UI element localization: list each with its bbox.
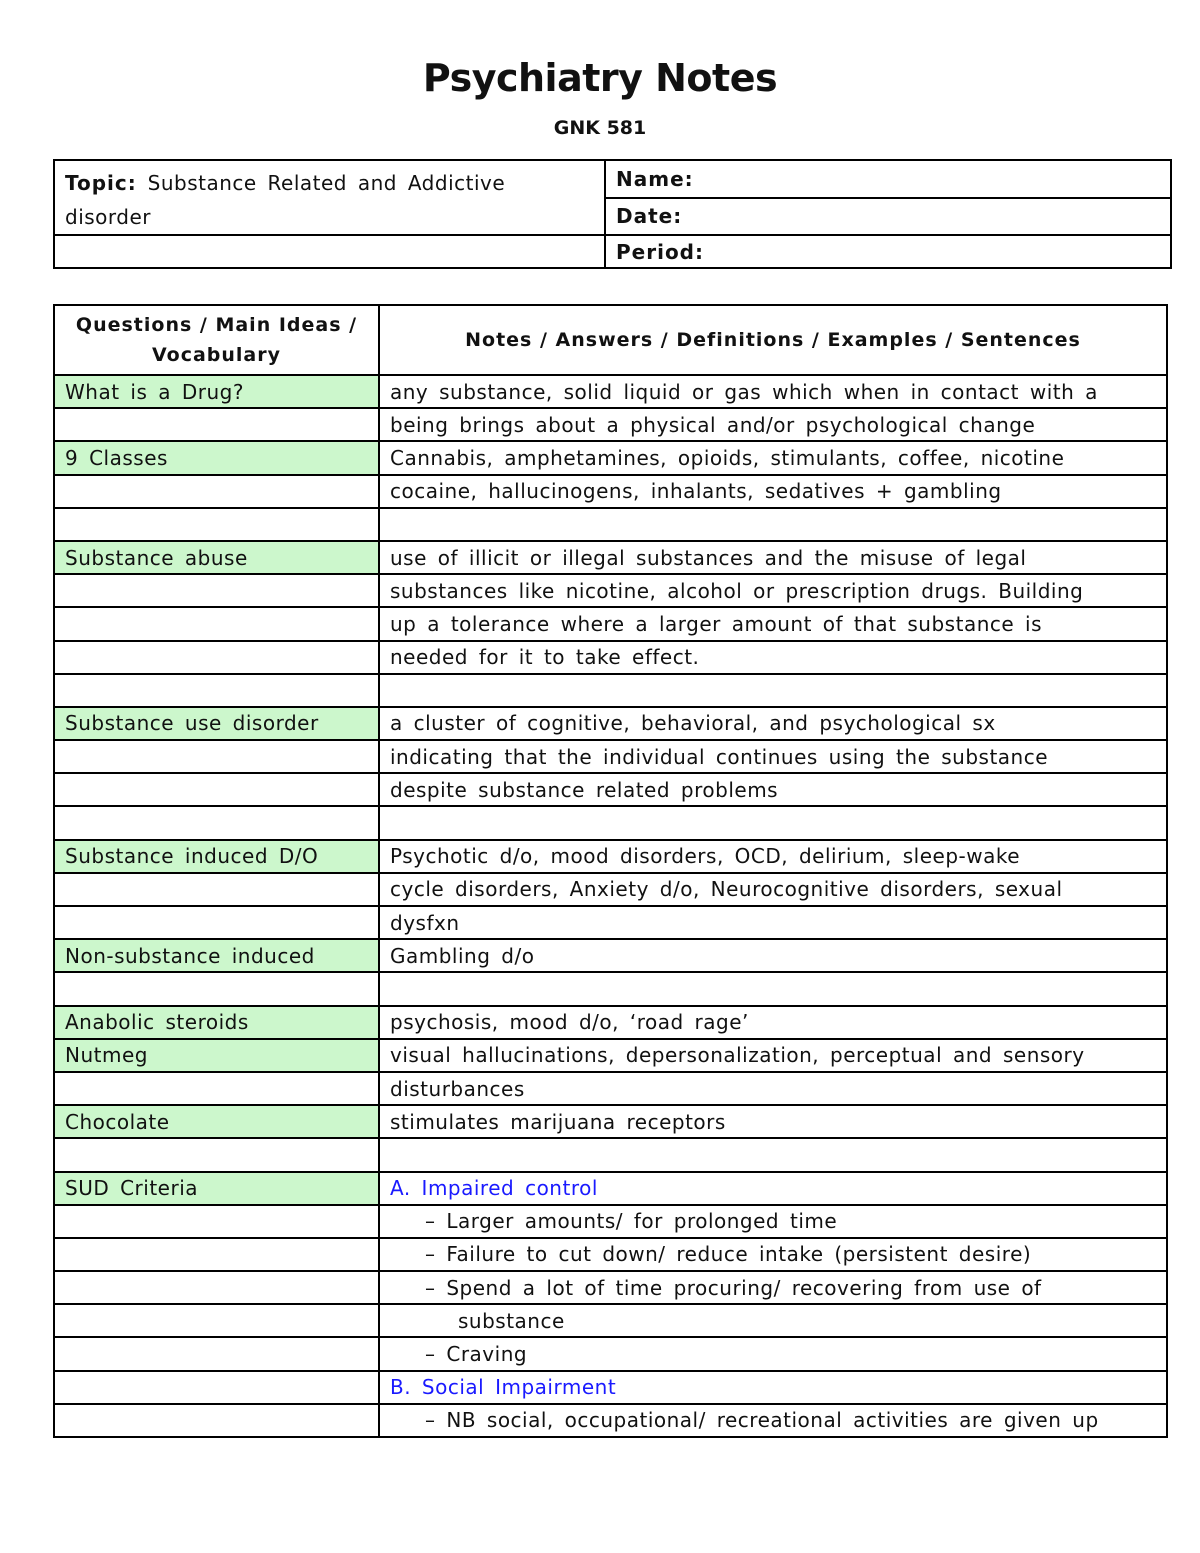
question-cell (54, 607, 379, 640)
table-row (54, 1205, 1167, 1238)
page-title: Psychiatry Notes (422, 56, 778, 100)
question-cell: Non-substance induced (54, 939, 379, 972)
answer-cell: up a tolerance where a larger amount of that substance is (379, 607, 1167, 640)
table-row (54, 674, 1167, 707)
topic-cell (54, 160, 605, 235)
info-table (53, 159, 1172, 269)
table-row (54, 508, 1167, 541)
table-row (54, 574, 1167, 607)
question-cell (54, 508, 379, 541)
table-row (54, 773, 1167, 806)
answer-cell: a cluster of cognitive, behavioral, and psychological sx (379, 707, 1167, 740)
question-cell: Substance induced D/O (54, 840, 379, 873)
table-row (54, 740, 1167, 773)
answer-cell: needed for it to take effect. (379, 641, 1167, 674)
course-code: GNK 581 (553, 117, 647, 139)
answer-cell: substances like nicotine, alcohol or prescription drugs. Building (379, 574, 1167, 607)
question-cell: SUD Criteria (54, 1172, 379, 1205)
topic-label: Topic: (65, 171, 137, 195)
question-cell: 9 Classes (54, 441, 379, 474)
table-row (54, 840, 1167, 873)
question-cell (54, 641, 379, 674)
period-field[interactable] (605, 235, 1171, 268)
question-cell: Substance use disorder (54, 707, 379, 740)
table-row (54, 607, 1167, 640)
answer-cell: – NB social, occupational/ recreational activities are given up (379, 1404, 1167, 1437)
table-row (54, 939, 1167, 972)
answer-cell: psychosis, mood d/o, ‘road rage’ (379, 1006, 1167, 1039)
question-cell (54, 574, 379, 607)
table-row (54, 375, 1167, 408)
answer-cell: dysfxn (379, 906, 1167, 939)
answer-cell: Cannabis, amphetamines, opioids, stimulants, coffee, nicotine (379, 441, 1167, 474)
table-row (54, 441, 1167, 474)
answer-cell (379, 972, 1167, 1005)
question-cell (54, 1238, 379, 1271)
question-cell (54, 1205, 379, 1238)
question-cell: What is a Drug? (54, 375, 379, 408)
answer-cell: being brings about a physical and/or psychological change (379, 408, 1167, 441)
question-cell (54, 806, 379, 839)
answer-cell: visual hallucinations, depersonalization, perceptual and sensory (379, 1039, 1167, 1072)
answer-cell: stimulates marijuana receptors (379, 1105, 1167, 1138)
question-cell (54, 1138, 379, 1171)
table-row (54, 1105, 1167, 1138)
answer-cell: A. Impaired control (379, 1172, 1167, 1205)
table-row (54, 1072, 1167, 1105)
question-cell: Nutmeg (54, 1039, 379, 1072)
table-row (54, 707, 1167, 740)
answer-cell (379, 806, 1167, 839)
question-cell: Chocolate (54, 1105, 379, 1138)
table-row (54, 873, 1167, 906)
question-cell (54, 740, 379, 773)
notes-table (53, 304, 1168, 1438)
answer-cell: use of illicit or illegal substances and the misuse of legal (379, 541, 1167, 574)
table-row (54, 1006, 1167, 1039)
answer-cell: – Larger amounts/ for prolonged time (379, 1205, 1167, 1238)
table-row (54, 1238, 1167, 1271)
date-field[interactable] (605, 198, 1171, 236)
table-row (54, 541, 1167, 574)
question-cell (54, 408, 379, 441)
table-row (54, 641, 1167, 674)
answer-cell: B. Social Impairment (379, 1371, 1167, 1404)
table-row (54, 1371, 1167, 1404)
name-field[interactable] (605, 160, 1171, 198)
question-cell (54, 1304, 379, 1337)
answer-cell: Psychotic d/o, mood disorders, OCD, delirium, sleep-wake (379, 840, 1167, 873)
question-cell (54, 906, 379, 939)
table-row (54, 1337, 1167, 1370)
table-row (54, 475, 1167, 508)
notes-body (54, 375, 1167, 1437)
answer-cell: indicating that the individual continues using the substance (379, 740, 1167, 773)
answer-cell (379, 508, 1167, 541)
blank-info-cell (54, 235, 605, 268)
question-cell: Substance abuse (54, 541, 379, 574)
answer-cell: Gambling d/o (379, 939, 1167, 972)
question-cell (54, 1072, 379, 1105)
table-row (54, 1271, 1167, 1304)
answer-cell (379, 1138, 1167, 1171)
table-row (54, 1138, 1167, 1171)
answer-cell: cocaine, hallucinogens, inhalants, sedatives + gambling (379, 475, 1167, 508)
name-label: Name: (616, 166, 694, 191)
table-row (54, 806, 1167, 839)
table-row (54, 972, 1167, 1005)
answer-cell: substance (379, 1304, 1167, 1337)
answer-cell: – Craving (379, 1337, 1167, 1370)
answer-cell: disturbances (379, 1072, 1167, 1105)
question-cell (54, 475, 379, 508)
table-row (54, 1172, 1167, 1205)
topic-value: Substance Related and Addictive disorder (65, 171, 506, 229)
question-cell: Anabolic steroids (54, 1006, 379, 1039)
question-cell (54, 674, 379, 707)
table-row (54, 408, 1167, 441)
question-cell (54, 1404, 379, 1437)
column-header-questions: Questions / Main Ideas / Vocabulary (54, 305, 379, 375)
table-row (54, 906, 1167, 939)
question-cell (54, 1371, 379, 1404)
question-cell (54, 873, 379, 906)
answer-cell: any substance, solid liquid or gas which when in contact with a (379, 375, 1167, 408)
answer-cell: despite substance related problems (379, 773, 1167, 806)
question-cell (54, 1337, 379, 1370)
answer-cell: – Failure to cut down/ reduce intake (persistent desire) (379, 1238, 1167, 1271)
question-cell (54, 773, 379, 806)
column-header-notes: Notes / Answers / Definitions / Examples / Sentences (379, 305, 1167, 375)
question-cell (54, 972, 379, 1005)
question-cell (54, 1271, 379, 1304)
answer-cell: cycle disorders, Anxiety d/o, Neurocognitive disorders, sexual (379, 873, 1167, 906)
table-row (54, 1404, 1167, 1437)
date-label: Date: (616, 204, 683, 229)
table-row (54, 1304, 1167, 1337)
table-row (54, 1039, 1167, 1072)
answer-cell (379, 674, 1167, 707)
answer-cell: – Spend a lot of time procuring/ recovering from use of (379, 1271, 1167, 1304)
period-label: Period: (616, 239, 704, 264)
